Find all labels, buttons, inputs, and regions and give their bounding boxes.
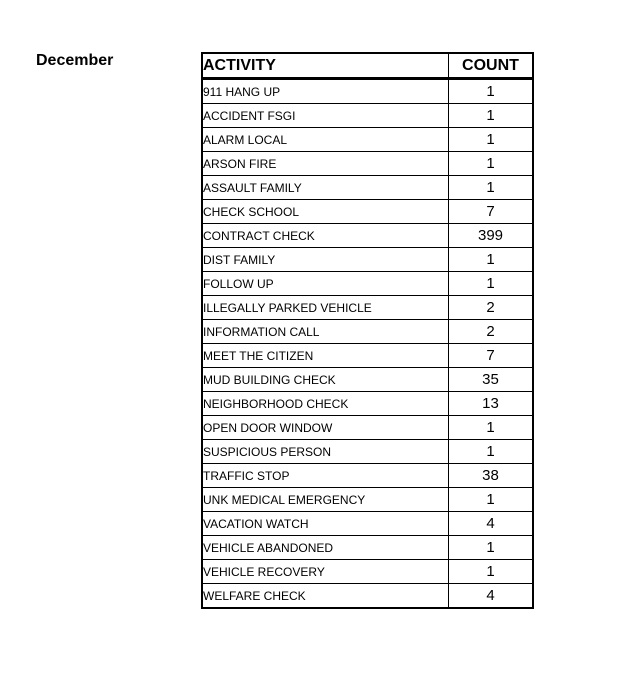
count-column-header: COUNT [449, 53, 534, 79]
activity-cell: CHECK SCHOOL [202, 200, 449, 224]
count-cell: 399 [449, 224, 534, 248]
table-row [202, 248, 533, 272]
table-row [202, 344, 533, 368]
activity-cell: 911 HANG UP [202, 79, 449, 104]
table-row [202, 440, 533, 464]
activity-cell: ACCIDENT FSGI [202, 104, 449, 128]
count-cell: 1 [449, 128, 534, 152]
activity-cell: ILLEGALLY PARKED VEHICLE [202, 296, 449, 320]
activity-count-table [201, 52, 534, 609]
count-cell: 4 [449, 512, 534, 536]
count-cell: 1 [449, 176, 534, 200]
table-row [202, 128, 533, 152]
table-header-row [202, 53, 533, 79]
count-cell: 1 [449, 536, 534, 560]
table-row [202, 200, 533, 224]
activity-cell: MEET THE CITIZEN [202, 344, 449, 368]
table-body [202, 79, 533, 609]
activity-cell: FOLLOW UP [202, 272, 449, 296]
count-cell: 38 [449, 464, 534, 488]
activity-cell: DIST FAMILY [202, 248, 449, 272]
table-row [202, 152, 533, 176]
count-cell: 1 [449, 79, 534, 104]
table-row [202, 464, 533, 488]
activity-cell: CONTRACT CHECK [202, 224, 449, 248]
count-cell: 35 [449, 368, 534, 392]
count-cell: 1 [449, 440, 534, 464]
count-cell: 1 [449, 416, 534, 440]
activity-cell: ASSAULT FAMILY [202, 176, 449, 200]
table-row [202, 512, 533, 536]
activity-cell: VACATION WATCH [202, 512, 449, 536]
table-row [202, 368, 533, 392]
count-cell: 7 [449, 200, 534, 224]
table-row [202, 79, 533, 104]
activity-cell: TRAFFIC STOP [202, 464, 449, 488]
table-row [202, 488, 533, 512]
table-row [202, 104, 533, 128]
activity-cell: WELFARE CHECK [202, 584, 449, 609]
table-row [202, 320, 533, 344]
count-cell: 1 [449, 104, 534, 128]
count-cell: 13 [449, 392, 534, 416]
table-row [202, 392, 533, 416]
activity-cell: INFORMATION CALL [202, 320, 449, 344]
activity-cell: UNK MEDICAL EMERGENCY [202, 488, 449, 512]
activity-cell: OPEN DOOR WINDOW [202, 416, 449, 440]
table-row [202, 416, 533, 440]
activity-cell: ARSON FIRE [202, 152, 449, 176]
activity-cell: SUSPICIOUS PERSON [202, 440, 449, 464]
count-cell: 1 [449, 272, 534, 296]
activity-cell: VEHICLE RECOVERY [202, 560, 449, 584]
count-cell: 1 [449, 248, 534, 272]
table-row [202, 176, 533, 200]
table-row [202, 584, 533, 609]
activity-cell: VEHICLE ABANDONED [202, 536, 449, 560]
table-row [202, 560, 533, 584]
count-cell: 2 [449, 296, 534, 320]
table-row [202, 272, 533, 296]
count-cell: 2 [449, 320, 534, 344]
table-row [202, 224, 533, 248]
count-cell: 4 [449, 584, 534, 609]
count-cell: 1 [449, 560, 534, 584]
count-cell: 1 [449, 152, 534, 176]
month-label: December [36, 52, 114, 69]
table-row [202, 536, 533, 560]
count-cell: 7 [449, 344, 534, 368]
activity-cell: ALARM LOCAL [202, 128, 449, 152]
table-row [202, 296, 533, 320]
activity-cell: NEIGHBORHOOD CHECK [202, 392, 449, 416]
activity-cell: MUD BUILDING CHECK [202, 368, 449, 392]
activity-column-header: ACTIVITY [202, 53, 449, 79]
count-cell: 1 [449, 488, 534, 512]
